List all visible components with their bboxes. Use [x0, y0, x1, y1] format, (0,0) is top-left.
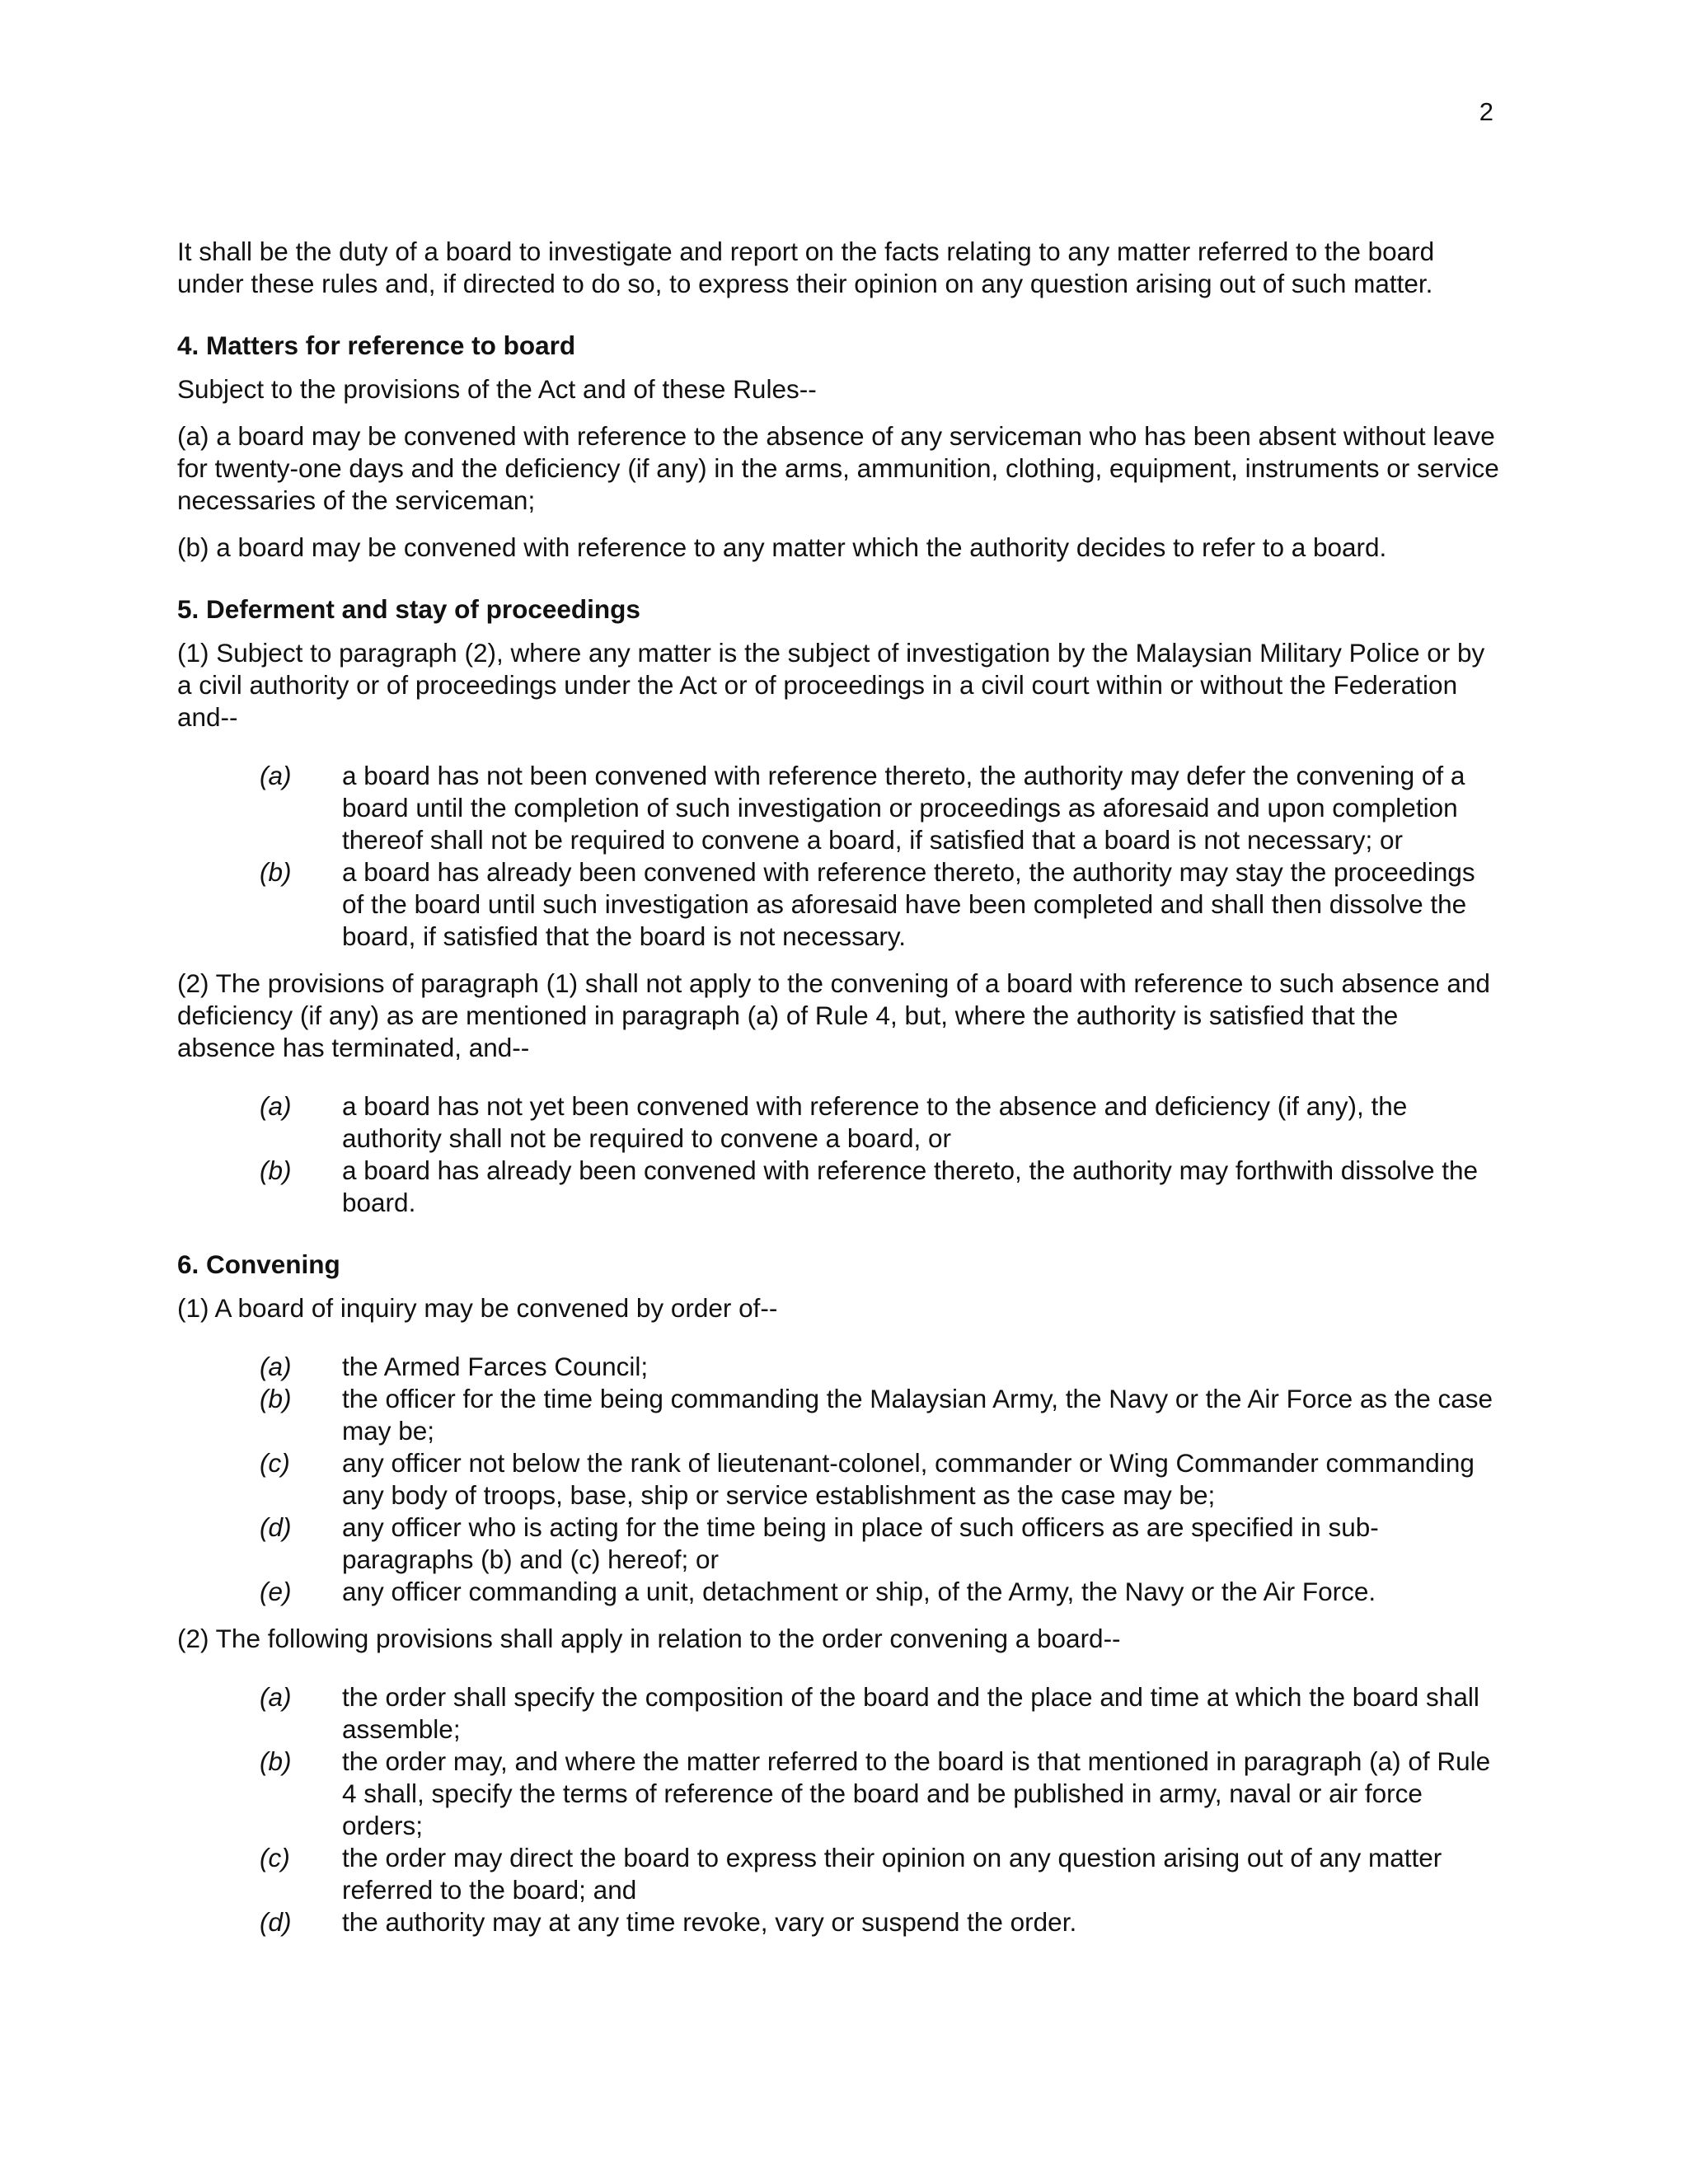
list-item-text: any officer commanding a unit, detachment or ship, of the Army, the Navy or the Air Force.: [342, 1577, 1376, 1606]
list-item-text: the officer for the time being commanding the Malaysian Army, the Navy or the Air Force as the case may be;: [342, 1384, 1493, 1446]
list-item: [177, 1576, 1500, 1608]
section-6-paragraph-2: (2) The following provisions shall apply in relation to the order convening a board--: [177, 1624, 1121, 1653]
list-item: [177, 1090, 1500, 1155]
list-item-text: any officer not below the rank of lieutenant-colonel, commander or Wing Commander commanding any body of troops, base, ship or service establishment as the case may be;: [342, 1448, 1475, 1510]
list-item: [177, 1906, 1500, 1938]
page-number: 2: [1479, 97, 1493, 126]
list-item: [177, 1447, 1500, 1511]
section-4-lead: Subject to the provisions of the Act and of these Rules--: [177, 374, 817, 404]
section-5-paragraph-1: (1) Subject to paragraph (2), where any matter is the subject of investigation by the Malaysian Military Police or by a civil authority or of proceedings under the Act or of proceedings in a civil court within or without the Federation and--: [177, 638, 1485, 732]
list-marker: (b): [260, 1384, 292, 1413]
list-item-text: any officer who is acting for the time being in place of such officers as are specified in sub-paragraphs (b) and (c) hereof; or: [342, 1512, 1379, 1574]
list-marker: (a): [260, 761, 292, 790]
list-marker: (b): [260, 1746, 292, 1776]
list-marker: (d): [260, 1512, 292, 1542]
list-item: [177, 1681, 1500, 1746]
list-marker: (b): [260, 857, 292, 887]
list-item-text: a board has already been convened with reference thereto, the authority may stay the proceedings of the board until such investigation as aforesaid have been completed and shall then dissolve the board, if satisfied that the board is not necessary.: [342, 857, 1475, 951]
list-item: [177, 1383, 1500, 1447]
list-marker: (d): [260, 1907, 292, 1937]
section-6-list-1: [177, 1351, 1500, 1608]
list-item-text: a board has not been convened with reference thereto, the authority may defer the convening of a board until the completion of such investigation or proceedings as aforesaid and upon completion thereof shall not be required to convene a board, if satisfied that a board is not necessary; or: [342, 761, 1465, 855]
section-5-list-1: [177, 760, 1500, 953]
list-item: [177, 1351, 1500, 1383]
section-6-heading: 6. Convening: [177, 1249, 340, 1279]
list-item-text: a board has not yet been convened with reference to the absence and deficiency (if any), the authority shall not be required to convene a board, or: [342, 1091, 1408, 1153]
list-marker: (c): [260, 1843, 290, 1872]
list-item: [177, 1842, 1500, 1906]
list-item-text: the order may direct the board to express their opinion on any question arising out of any matter referred to the board; and: [342, 1843, 1442, 1905]
list-item: [177, 1511, 1500, 1576]
list-item-text: the order shall specify the composition of the board and the place and time at which the board shall assemble;: [342, 1682, 1479, 1744]
section-4-item-b: (b) a board may be convened with reference to any matter which the authority decides to refer to a board.: [177, 532, 1387, 562]
document-body: [177, 236, 1500, 1953]
section-4-heading: 4. Matters for reference to board: [177, 330, 576, 360]
section-6-paragraph-1: (1) A board of inquiry may be convened by order of--: [177, 1293, 778, 1323]
intro-paragraph: It shall be the duty of a board to investigate and report on the facts relating to any matter referred to the board under these rules and, if directed to do so, to express their opinion on any question arising out of such matter.: [177, 237, 1435, 298]
list-marker: (a): [260, 1352, 292, 1381]
list-item: [177, 1746, 1500, 1842]
list-item: [177, 1155, 1500, 1219]
section-5-paragraph-2: (2) The provisions of paragraph (1) shall not apply to the convening of a board with reference to such absence and deficiency (if any) as are mentioned in paragraph (a) of Rule 4, but, where the authority is satisfied that the absence has terminated, and--: [177, 968, 1490, 1062]
list-item-text: the authority may at any time revoke, vary or suspend the order.: [342, 1907, 1077, 1937]
section-5-heading: 5. Deferment and stay of proceedings: [177, 594, 640, 624]
list-marker: (b): [260, 1155, 292, 1185]
list-item: [177, 760, 1500, 856]
list-item-text: the order may, and where the matter referred to the board is that mentioned in paragraph (a) of Rule 4 shall, specify the terms of reference of the board and be published in army, naval or air force orders;: [342, 1746, 1491, 1840]
section-4-item-a: (a) a board may be convened with reference to the absence of any serviceman who has been absent without leave for twenty-one days and the deficiency (if any) in the arms, ammunition, clothing, equipment, instruments or service necessaries of the serviceman;: [177, 421, 1499, 515]
section-6-list-2: [177, 1681, 1500, 1938]
list-item-text: the Armed Farces Council;: [342, 1352, 649, 1381]
list-marker: (a): [260, 1682, 292, 1712]
list-marker: (a): [260, 1091, 292, 1121]
list-marker: (e): [260, 1577, 292, 1606]
list-marker: (c): [260, 1448, 290, 1478]
list-item-text: a board has already been convened with reference thereto, the authority may forthwith dissolve the board.: [342, 1155, 1479, 1217]
section-5-list-2: [177, 1090, 1500, 1219]
list-item: [177, 856, 1500, 953]
